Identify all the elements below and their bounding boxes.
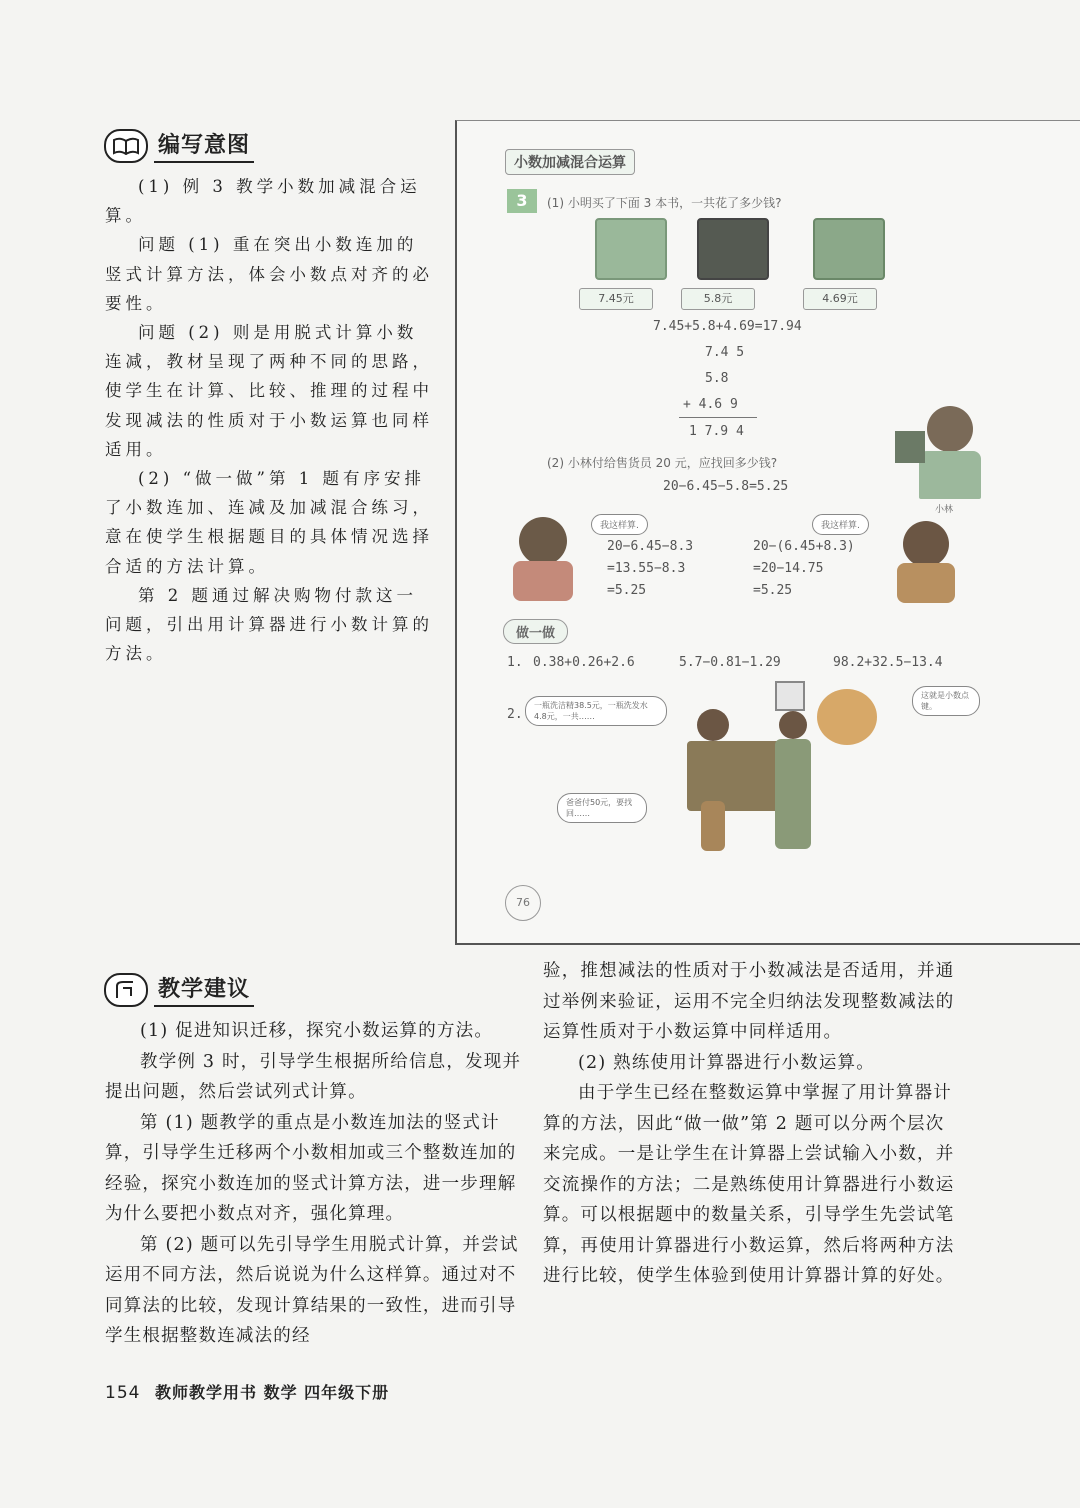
- suggestion-paragraph: 教学例 3 时，引导学生根据所给信息，发现并提出问题，然后尝试列式计算。: [105, 1051, 522, 1102]
- calculator-icon: [775, 681, 805, 711]
- student-name: 小林: [935, 505, 954, 515]
- exercise-1-item: 0.38+0.26+2.6: [533, 655, 635, 670]
- suggestions-title: 教学建议: [154, 972, 254, 1007]
- right-step: =20−14.75: [753, 561, 824, 576]
- price-tag: 7.45元: [579, 288, 653, 310]
- calculator-key-bubble: 这就是小数点键。: [912, 686, 980, 716]
- exercise-2-number: 2.: [507, 707, 523, 722]
- page-number: 154: [105, 1383, 141, 1403]
- suggestion-paragraph: 第 (2) 题可以先引导学生用脱式计算，并尝试运用不同方法，然后说说为什么这样算。通过对不同算法的比较，发现计算结果的一致性，进而引导学生根据整数连减法的经: [105, 1234, 519, 1346]
- sum-equation: 7.45+5.8+4.69=17.94: [653, 319, 802, 334]
- open-book-icon: [104, 129, 148, 163]
- suggestion-paragraph: 第 (1) 题教学的重点是小数连加法的竖式计算，引导学生迁移两个小数相加或三个整数连加的经验，探究小数连加的竖式计算方法，进一步理解为什么要把小数点对齐，强化算理。: [105, 1112, 517, 1224]
- right-step: =5.25: [753, 583, 793, 598]
- exercise-1-item: 5.7−0.81−1.29: [679, 655, 781, 670]
- page-footer: [105, 1380, 389, 1403]
- child-image: [701, 801, 725, 851]
- price-tag: 4.69元: [803, 288, 877, 310]
- exercise-1-item: 98.2+32.5−13.4: [833, 655, 943, 670]
- intent-paragraph: (1) 例 3 教学小数加减混合运算。: [105, 177, 421, 226]
- textbook-page-number: 76: [505, 885, 541, 921]
- student-body-image: [919, 451, 981, 499]
- suggestion-continuation: 验，推想减法的性质对于小数减法是否适用，并通过举例来验证，运用不完全归纳法发现整数减法的运算性质对于小数运算中同样适用。: [543, 961, 955, 1042]
- textbook-header: 小数加减混合运算: [514, 155, 626, 171]
- question-2: (2) 小林付给售货员 20 元，应找回多少钱?: [547, 456, 778, 470]
- exercise-1-number: 1.: [507, 655, 523, 670]
- intent-text: [105, 172, 435, 668]
- textbook-page-image: [455, 120, 1080, 945]
- practice-tag: [503, 619, 568, 644]
- left-step: =5.25: [607, 583, 647, 598]
- shopping-speech-bubble: 一瓶洗洁精38.5元，一瓶洗发水4.8元，一共……: [525, 696, 667, 726]
- teaching-icon: [104, 973, 148, 1007]
- boy-head-image: [903, 521, 949, 567]
- intent-paragraph: 问题 (1) 重在突出小数连加的竖式计算方法，体会小数点对齐的必要性。: [105, 235, 433, 313]
- girl-head-image: [519, 517, 567, 565]
- shopper-head-image: [697, 709, 729, 741]
- book-image: [595, 218, 667, 280]
- vertical-row: 7.4 5: [705, 345, 745, 360]
- student-head-image: [927, 406, 973, 452]
- textbook-header-tag: [505, 149, 635, 175]
- suggestions-left-column: [105, 1016, 525, 1352]
- book-image: [697, 218, 769, 280]
- mascot-image: [817, 689, 877, 745]
- book-image: [813, 218, 885, 280]
- intent-paragraph: (2) “做一做”第 1 题有序安排了小数连加、连减及加减混合练习，意在使学生根据题目的具体情况选择合适的方法计算。: [105, 469, 433, 576]
- right-speech-bubble: 我这样算.: [812, 514, 869, 535]
- price-tag: 5.8元: [681, 288, 755, 310]
- clerk-body-image: [775, 739, 811, 849]
- practice-label: 做一做: [516, 626, 556, 641]
- vertical-row: 1 7.9 4: [689, 424, 744, 439]
- vertical-row: 5.8: [705, 371, 729, 386]
- left-step: 20−6.45−8.3: [607, 539, 694, 554]
- vertical-row: + 4.6 9: [683, 397, 738, 412]
- vertical-rule: [679, 417, 757, 418]
- question-1: (1) 小明买了下面 3 本书，一共花了多少钱?: [547, 196, 782, 210]
- intent-paragraph: 问题 (2) 则是用脱式计算小数连减，教材呈现了两种不同的思路，使学生在计算、比较、推理的过程中发现减法的性质对于小数运算也同样适用。: [105, 323, 433, 459]
- clerk-head-image: [779, 711, 807, 739]
- subtraction-equation: 20−6.45−5.8=5.25: [663, 479, 789, 494]
- book-title: 教师教学用书 数学 四年级下册: [155, 1383, 390, 1402]
- suggestion-paragraph: 由于学生已经在整数运算中掌握了用计算器计算的方法，因此“做一做”第 2 题可以分两个层次来完成。一是让学生在计算器上尝试输入小数，并交流操作的方法；二是熟练使用计算器进行小数运算。可以根据题中的数量关系，引导学生先尝试笔算，再使用计算器进行小数运算，然后将两种方法进行比较，使学生体验到使用计算器计算的好处。: [543, 1083, 955, 1286]
- intent-title: 编写意图: [154, 128, 254, 163]
- left-step: =13.55−8.3: [607, 561, 686, 576]
- suggestion-paragraph: (2) 熟练使用计算器进行小数运算。: [578, 1052, 875, 1073]
- suggestion-paragraph: (1) 促进知识迁移，探究小数运算的方法。: [140, 1021, 494, 1041]
- right-step: 20−(6.45+8.3): [753, 539, 855, 554]
- girl-body-image: [513, 561, 573, 601]
- example-number-badge: 3: [507, 189, 537, 213]
- left-speech-bubble: 我这样算.: [591, 514, 648, 535]
- suggestions-right-column: [543, 956, 963, 1292]
- intent-section-header: [104, 128, 254, 163]
- book-held-image: [895, 431, 925, 463]
- intent-paragraph: 第 2 题通过解决购物付款这一问题，引出用计算器进行小数计算的方法。: [105, 585, 433, 664]
- suggestions-section-header: [104, 972, 254, 1007]
- boy-body-image: [897, 563, 955, 603]
- change-speech-bubble: 爸爸付50元，要找回……: [557, 793, 647, 823]
